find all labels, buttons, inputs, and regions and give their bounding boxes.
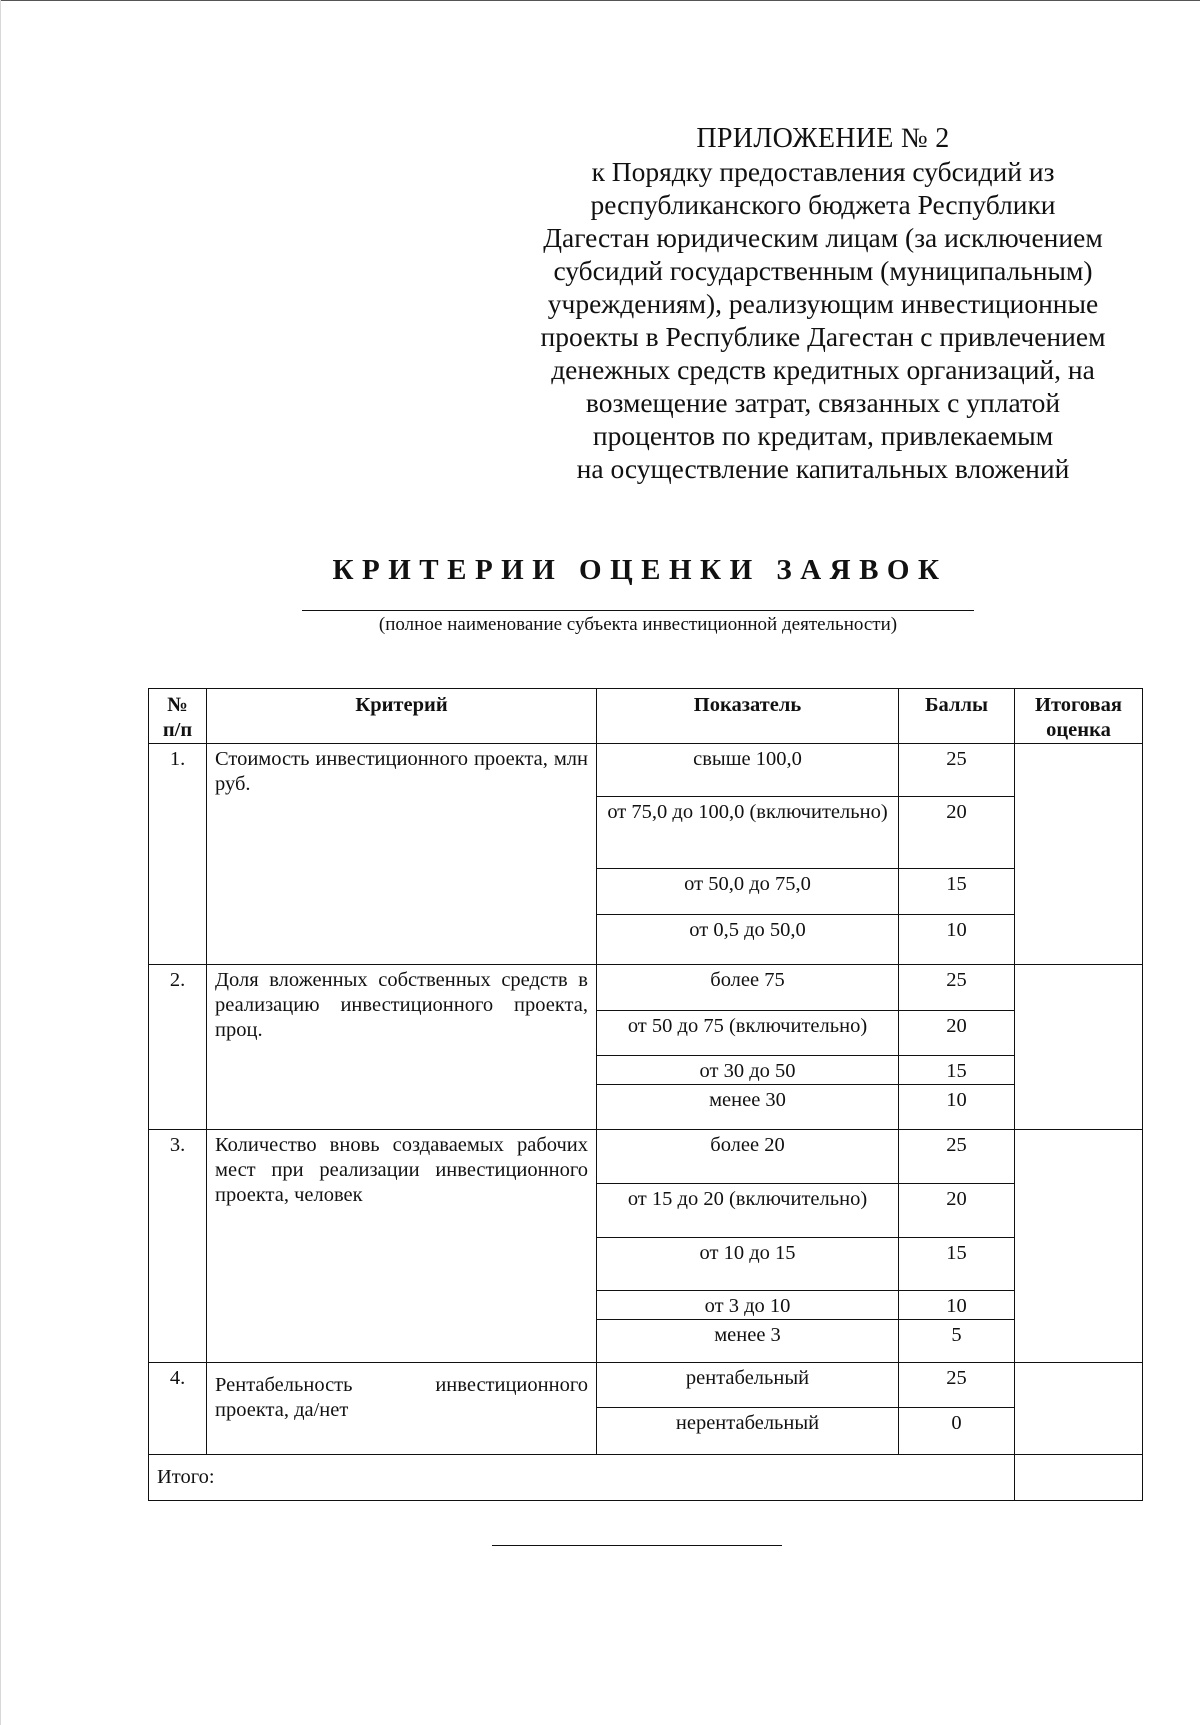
points-cell: 20 [899, 797, 1015, 869]
appendix-line: возмещение затрат, связанных с уплатой [585, 387, 1061, 418]
header-criterion: Критерий [207, 689, 597, 744]
indicator-cell: более 20 [597, 1130, 899, 1184]
indicator-cell: свыше 100,0 [597, 744, 899, 797]
indicator-cell: от 75,0 до 100,0 (включительно) [597, 797, 899, 869]
total-score-cell [1015, 1363, 1143, 1455]
subject-caption: (полное наименование субъекта инвестиционной деятельности) [378, 614, 898, 635]
indicator-cell: рентабельный [597, 1363, 899, 1408]
criterion-number: 2. [149, 965, 207, 1130]
appendix-line: денежных средств кредитных организаций, на [551, 354, 1095, 385]
scan-edge-left [0, 0, 1, 1725]
criterion-number: 4. [149, 1363, 207, 1455]
points-cell: 25 [899, 1130, 1015, 1184]
indicator-cell: от 50,0 до 75,0 [597, 869, 899, 915]
table-row [149, 1130, 1143, 1184]
appendix-line: процентов по кредитам, привлекаемым [592, 420, 1054, 451]
appendix-line: к Порядку предоставления субсидий из [591, 156, 1055, 187]
table-header-row [149, 689, 1143, 744]
appendix-line: Дагестан юридическим лицам (за исключением [543, 222, 1103, 253]
indicator-cell: от 10 до 15 [597, 1238, 899, 1291]
table-row [149, 965, 1143, 1011]
total-score-cell [1015, 744, 1143, 965]
appendix-block [518, 122, 1128, 485]
indicator-cell: от 30 до 50 [597, 1056, 899, 1085]
total-label: Итого: [149, 1455, 1015, 1501]
appendix-line: на осуществление капитальных вложений [576, 453, 1070, 484]
points-cell: 15 [899, 869, 1015, 915]
points-cell: 25 [899, 965, 1015, 1011]
criterion-number: 1. [149, 744, 207, 965]
criterion-number: 3. [149, 1130, 207, 1363]
indicator-cell: от 50 до 75 (включительно) [597, 1011, 899, 1056]
indicator-cell: от 3 до 10 [597, 1291, 899, 1320]
header-indicator: Показатель [597, 689, 899, 744]
subject-fill-line [302, 610, 974, 611]
points-cell: 5 [899, 1320, 1015, 1363]
criteria-table [148, 688, 1143, 1501]
criterion-text: Доля вложенных собственных средств в реализацию инвестиционного проекта, проц. [207, 965, 597, 1130]
total-score-cell [1015, 965, 1143, 1130]
total-row [149, 1455, 1143, 1501]
table-row [149, 744, 1143, 797]
header-points: Баллы [899, 689, 1015, 744]
indicator-cell: от 15 до 20 (включительно) [597, 1184, 899, 1238]
appendix-heading: ПРИЛОЖЕНИЕ № 2 [696, 123, 950, 154]
total-score-cell [1015, 1130, 1143, 1363]
criterion-text: Количество вновь создаваемых рабочих мест при реализации инвестиционного проекта, человек [207, 1130, 597, 1363]
points-cell: 25 [899, 744, 1015, 797]
points-cell: 20 [899, 1011, 1015, 1056]
points-cell: 15 [899, 1238, 1015, 1291]
grand-total-cell [1015, 1455, 1143, 1501]
appendix-line: учреждениям), реализующим инвестиционные [547, 288, 1099, 319]
table-row [149, 1363, 1143, 1408]
points-cell: 15 [899, 1056, 1015, 1085]
points-cell: 10 [899, 915, 1015, 965]
indicator-cell: менее 3 [597, 1320, 899, 1363]
header-num: № п/п [149, 689, 207, 744]
criterion-text: Рентабельность инвестиционного проекта, да/нет [207, 1363, 597, 1455]
points-cell: 0 [899, 1408, 1015, 1455]
points-cell: 10 [899, 1085, 1015, 1130]
points-cell: 25 [899, 1363, 1015, 1408]
appendix-line: республиканского бюджета Республики [590, 189, 1056, 220]
header-total: Итоговая оценка [1015, 689, 1143, 744]
indicator-cell: от 0,5 до 50,0 [597, 915, 899, 965]
end-divider [492, 1545, 782, 1546]
points-cell: 10 [899, 1291, 1015, 1320]
document-title: КРИТЕРИИ ОЦЕНКИ ЗАЯВОК [332, 554, 948, 586]
scan-edge-top [0, 0, 1200, 1]
indicator-cell: более 75 [597, 965, 899, 1011]
points-cell: 20 [899, 1184, 1015, 1238]
indicator-cell: нерентабельный [597, 1408, 899, 1455]
criterion-text: Стоимость инвестиционного проекта, млн руб. [207, 744, 597, 965]
appendix-line: субсидий государственным (муниципальным) [553, 255, 1093, 286]
indicator-cell: менее 30 [597, 1085, 899, 1130]
appendix-line: проекты в Республике Дагестан с привлечением [540, 321, 1106, 352]
